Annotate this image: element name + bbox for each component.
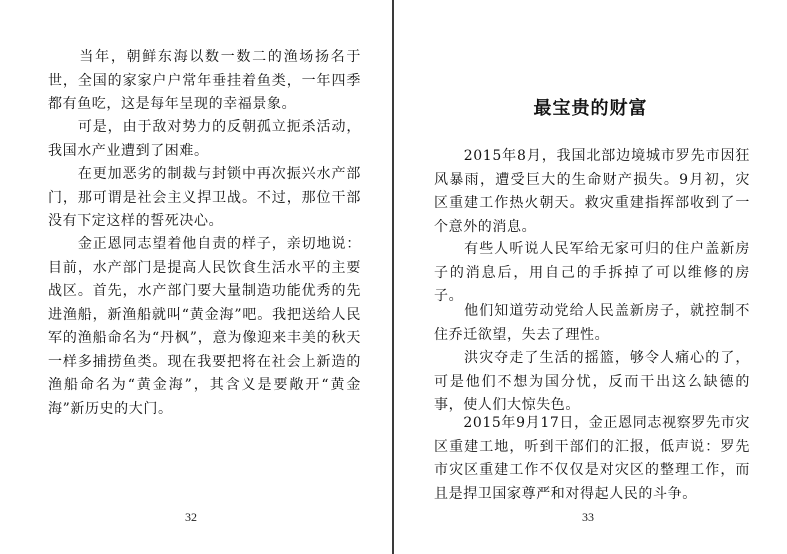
left-paragraph-3: 在更加恶劣的制裁与封锁中再次振兴水产部门，那可谓是社会主义捍卫战。不过，那位干部没有下定这样的誓死决心。 (48, 166, 361, 229)
right-paragraph-4: 洪灾夺走了生活的摇篮，够令人痛心的了，可是他们不想为国分忧，反而干出这么缺德的事，使人们大惊失色。 (434, 350, 750, 413)
left-paragraph-2: 可是，由于敌对势力的反朝孤立扼杀活动，我国水产业遭到了困难。 (48, 119, 361, 159)
section-title: 最宝贵的财富 (533, 98, 648, 119)
right-paragraph-1: 2015年8月，我国北部边境城市罗先市因狂风暴雨，遭受巨大的生命财产损失。9月初，灾区重建工作热火朝天。救灾重建指挥部收到了一个意外的消息。 (434, 148, 750, 235)
left-paragraph-4: 金正恩同志望着他自责的样子，亲切地说：目前，水产部门是提高人民饮食生活水平的主要战区。首先，水产部门要大量制造功能优秀的先进渔船，新渔船就叫“黄金海”吧。我把送给人民军的渔船命名为“丹枫”，意为像迎来丰美的秋天一样多捕捞鱼类。现在我要把将在社会上新造的渔船命名为“黄金海”，其含义是要敞开“黄金海”新历史的大门。 (48, 236, 361, 417)
right-paragraph-3: 他们知道劳动党给人民盖新房子，就控制不住乔迁欲望，失去了理性。 (434, 303, 750, 343)
left-page (0, 0, 393, 554)
right-page (394, 0, 787, 554)
left-paragraph-1: 当年，朝鲜东海以数一数二的渔场扬名于世，全国的家家户户常年垂挂着鱼类，一年四季都有鱼吃，这是每年呈现的幸福景象。 (48, 49, 361, 112)
right-paragraph-5: 2015年9月17日，金正恩同志视察罗先市灾区重建工地，听到干部们的汇报，低声说：罗先市灾区重建工作不仅仅是对灾区的整理工作，而且是捍卫国家尊严和对得起人民的斗争。 (434, 415, 750, 502)
page-number-right: 33 (582, 510, 594, 524)
right-paragraph-2: 有些人听说人民军给无家可归的住户盖新房子的消息后，用自己的手拆掉了可以维修的房子。 (434, 241, 750, 304)
page-number-left: 32 (185, 510, 197, 524)
